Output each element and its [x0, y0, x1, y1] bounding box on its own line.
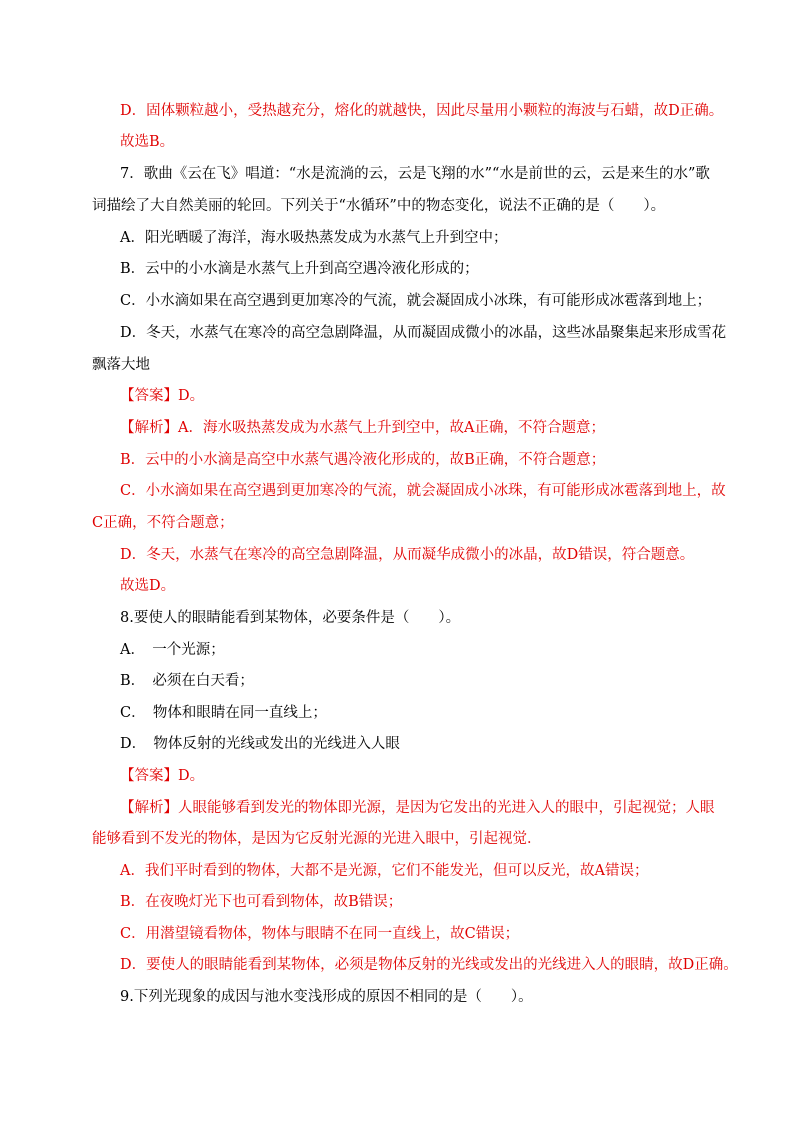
q7-stem-line2: 词描绘了大自然美丽的轮回。下列关于“水循环”中的物态变化，说法不正确的是（ ）。 — [92, 198, 666, 214]
q8-stem: 8.要使人的眼睛能看到某物体，必要条件是（ ）。 — [120, 610, 461, 626]
q8-explanation-line1: 【解析】人眼能够看到发光的物体即光源，是因为它发出的光进入人的眼中，引起视觉；人眼 — [120, 800, 715, 816]
q7-option-b: B．云中的小水滴是水蒸气上升到高空遇冷液化形成的； — [120, 261, 479, 277]
q8-explanation-line2: 能够看到不发光的物体，是因为它反射光源的光进入眼中，引起视觉． — [92, 831, 542, 847]
q7-option-c: C．小水滴如果在高空遇到更加寒冷的气流，就会凝固成小冰珠，有可能形成冰雹落到地上； — [120, 293, 712, 309]
q7-explanation-a: 【解析】A．海水吸热蒸发成为水蒸气上升到空中，故A正确，不符合题意； — [120, 420, 605, 436]
q7-explanation-c-line1: C．小水滴如果在高空遇到更加寒冷的气流，就会凝固成小冰珠，有可能形成冰雹落到地上，故 — [120, 483, 726, 499]
q9-stem: 9.下列光现象的成因与池水变浅形成的原因不相同的是（ ）。 — [120, 989, 533, 1005]
q8-option-d: D． 物体反射的光线或发出的光线进入人眼 — [120, 736, 400, 752]
q8-explanation-c: C．用潜望镜看物体，物体与眼睛不在同一直线上，故C错误； — [120, 926, 520, 942]
q6-final-answer: 故选B。 — [120, 134, 175, 150]
q8-option-c: C． 物体和眼睛在同一直线上； — [120, 705, 327, 721]
q7-option-d-line2: 飘落大地 — [92, 357, 150, 373]
q7-explanation-c-line2: C正确，不符合题意； — [92, 515, 234, 531]
q6-option-d-explanation: D．固体颗粒越小，受热越充分，熔化的就越快，因此尽量用小颗粒的海波与石蜡，故D正确。 — [120, 103, 724, 119]
q7-option-d-line1: D．冬天，水蒸气在寒冷的高空急剧降温，从而凝固成微小的冰晶，这些冰晶聚集起来形成雪花 — [120, 325, 727, 341]
q8-option-b: B． 必须在白天看； — [120, 673, 254, 689]
q8-option-a: A． 一个光源； — [120, 642, 225, 658]
q7-explanation-b: B．云中的小水滴是高空中水蒸气遇冷液化形成的，故B正确，不符合题意； — [120, 452, 606, 468]
q7-option-a: A．阳光晒暖了海洋，海水吸热蒸发成为水蒸气上升到空中； — [120, 230, 508, 246]
q7-explanation-d: D．冬天，水蒸气在寒冷的高空急剧降温，从而凝华成微小的冰晶，故D错误，符合题意。 — [120, 547, 695, 563]
q8-explanation-a: A．我们平时看到的物体，大都不是光源，它们不能发光，但可以反光，故A错误； — [120, 863, 649, 879]
q8-answer: 【答案】D。 — [120, 768, 205, 784]
q7-answer: 【答案】D。 — [120, 388, 205, 404]
q7-final-answer: 故选D。 — [120, 578, 176, 594]
q8-explanation-d: D．要使人的眼睛能看到某物体，必须是物体反射的光线或发出的光线进入人的眼睛，故D正确。 — [120, 957, 738, 973]
q8-explanation-b: B．在夜晚灯光下也可看到物体，故B错误； — [120, 894, 403, 910]
q7-stem-line1: 7．歌曲《云在飞》唱道：“水是流淌的云，云是飞翔的水”“水是前世的云，云是来生的水”歌 — [120, 166, 710, 182]
